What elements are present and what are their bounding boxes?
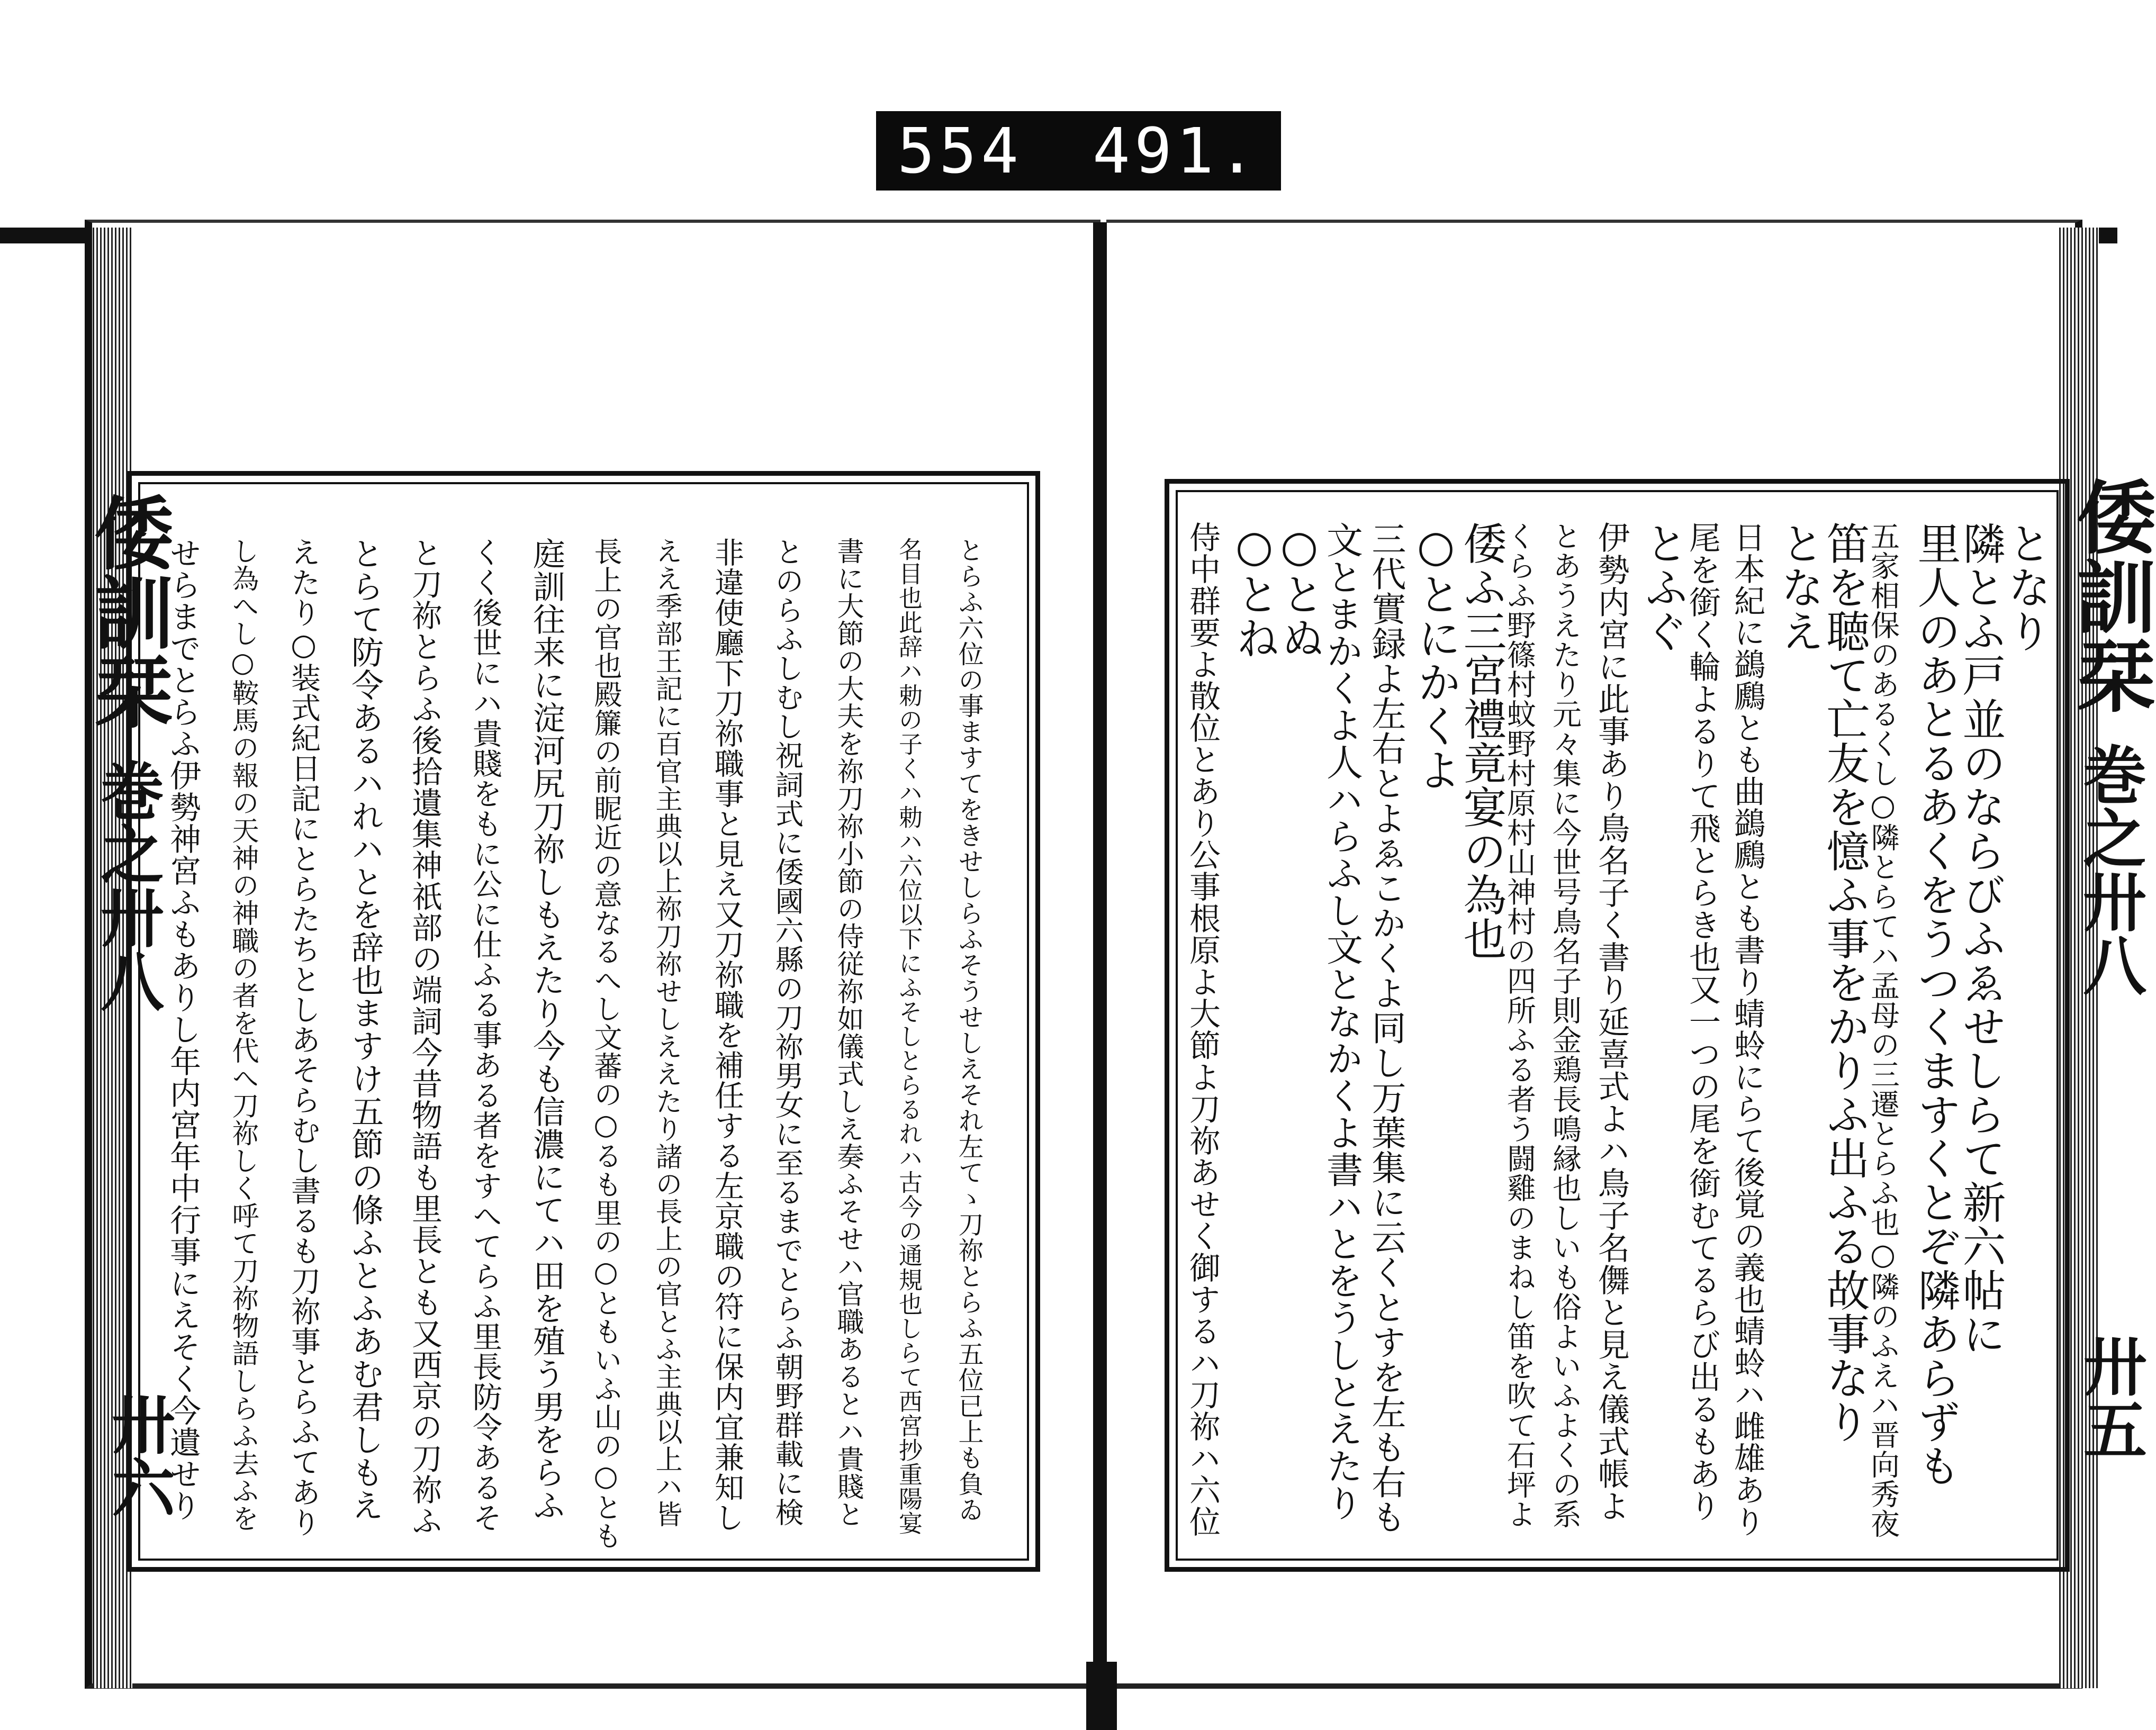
right-text-column: となえ bbox=[1774, 521, 1824, 653]
right-text-column: 侍中群要よ散位とあり公事根原よ大節よ刀祢あせく御するハ刀祢ハ六位 bbox=[1184, 521, 1221, 1537]
left-book-title: 倭訓栞 bbox=[80, 492, 174, 730]
left-text-column: とらて防令あるハれハとを辞也ますけ五節の條ふとふあむ君しもえ bbox=[346, 537, 384, 1521]
left-text-column: 名目也此辞ハ勅の子くハ勅ハ六位以下にふそしとらるれハ古今の通規也しらて西宮抄重陽宴 bbox=[895, 537, 923, 1535]
left-text-column: 長上の官也殿簾の前眤近の意なるへし文蕃の○るも里の○ともいふ山の○とも bbox=[590, 537, 622, 1550]
right-text-column: くらふ野篠村蚊野村原村山神村の四所ふる者う闘雞のまねし笛を吹て石坪よ bbox=[1502, 521, 1536, 1529]
right-text-column: 隣とふ戸並のならびふゑせしらて新六帖に bbox=[1955, 521, 2006, 1356]
left-text-column: し為へし○鞍馬の報の天神の神職の者を代へ刀祢しく呼て刀祢物語しらふ去ふを bbox=[227, 537, 258, 1532]
left-text-column: ええ季部王記に百官主典以上祢刀祢せしええたり諸の長上の官とふ主典以上ハ皆 bbox=[651, 537, 682, 1528]
left-text-column: 非違使廳下刀祢職事と見え又刀祢職を補任する左京職の符に保内宜兼知し bbox=[710, 537, 744, 1533]
right-text-column: ○とぬ bbox=[1274, 521, 1324, 660]
right-page-number: 卅五 bbox=[2073, 1334, 2148, 1461]
right-volume: 巻之卅八 bbox=[2072, 742, 2147, 997]
right-side-title bbox=[2063, 476, 2156, 997]
left-page-number: 卅六 bbox=[101, 1392, 176, 1519]
right-text-column: となり bbox=[2001, 521, 2051, 653]
catalog-label bbox=[876, 111, 1281, 191]
right-text-column: 尾を銜く輪よるりて飛とらき也又一つの尾を銜むてるらび出るもあり bbox=[1684, 521, 1721, 1522]
right-text-column: 日本紀に鷁鷉とも曲鷁鷉とも書り蜻蛉にらて後覚の義也蜻蛉ハ雌雄あり bbox=[1729, 521, 1765, 1537]
right-text-column: ○とね bbox=[1229, 521, 1279, 660]
left-text-column: 庭訓往来に淀河尻刀祢しもえたり今も信濃にてハ田を殖う男をらふ bbox=[528, 537, 565, 1521]
right-text-column: 五家相保のあるくし○隣とらてハ孟母の三遷とらふ也○隣のふえハ晋向秀夜 bbox=[1866, 521, 1900, 1538]
left-side-title bbox=[80, 492, 174, 1012]
left-text-column: と刀祢とらふ後拾遺集神祇部の端詞今昔物語も里長とも又西京の刀祢ふ bbox=[407, 537, 443, 1536]
book-gutter-cap bbox=[1086, 1662, 1117, 1730]
left-text-column: とらふ六位の事ますてをきせしらふそうせしえそれ左てゝ刀祢とらふ五位已上も負ゐ bbox=[954, 537, 984, 1523]
left-text-column: とのらふしむし祝詞式に倭國六縣の刀祢男女に至るまでとらふ朝野群載に検 bbox=[771, 537, 804, 1527]
left-text-column: せらまでとらふ伊勢神宮ふもありし年内宮年中行事にえそく今遺せり bbox=[165, 537, 201, 1521]
right-text-column: 笛を聴て亡友を憶ふ事をかりふ出ふる故事なり bbox=[1819, 521, 1870, 1444]
right-text-column: とあうえたり元々集に今世号鳥名子則金鶏長鳴縁也しいも俗よいふよくの系 bbox=[1548, 521, 1582, 1529]
right-book-title: 倭訓栞 bbox=[2063, 476, 2156, 714]
catalog-label-left: 554 bbox=[897, 114, 1023, 187]
right-text-column: とふぐ bbox=[1638, 521, 1688, 653]
left-volume: 巻之卅八 bbox=[90, 758, 165, 1012]
page-edge-left bbox=[0, 228, 85, 243]
right-text-column: 倭ふ三宮禮竟宴の為也 bbox=[1456, 521, 1507, 961]
book-gutter bbox=[1093, 222, 1107, 1730]
right-text-column: 伊勢内宮に此事あり鳥名子く書り延喜式よハ鳥子名儛と見え儀式帳よ bbox=[1593, 521, 1630, 1522]
right-text-column: 里人のあとるあくをうつくますくとぞ隣あらずも bbox=[1910, 521, 1961, 1488]
left-text-column: 書に大節の大夫を祢刀祢小節の侍従祢如儀式しえ奏ふそせハ官職あるとハ貴賤と bbox=[832, 537, 863, 1528]
right-text-column: 文とまかくよ人ハらふし文となかくよ書ハとをうしとえたり bbox=[1320, 521, 1363, 1521]
catalog-label-right: 491. bbox=[1092, 114, 1260, 187]
left-text-column: えたり○装式紀日記にとらたちとしあそらむし書るも刀祢事とらふてあり bbox=[286, 537, 321, 1537]
left-text-column: くく後世にハ貴賤をもに公に仕ふる事ある者をすへてらふ里長防令あるそ bbox=[468, 537, 502, 1533]
right-text-column: 三代實録よ左右とよゑこかくよ同し万葉集に云くとすを左も右も bbox=[1366, 521, 1405, 1534]
right-text-column: ○とにかくよ bbox=[1411, 521, 1461, 792]
